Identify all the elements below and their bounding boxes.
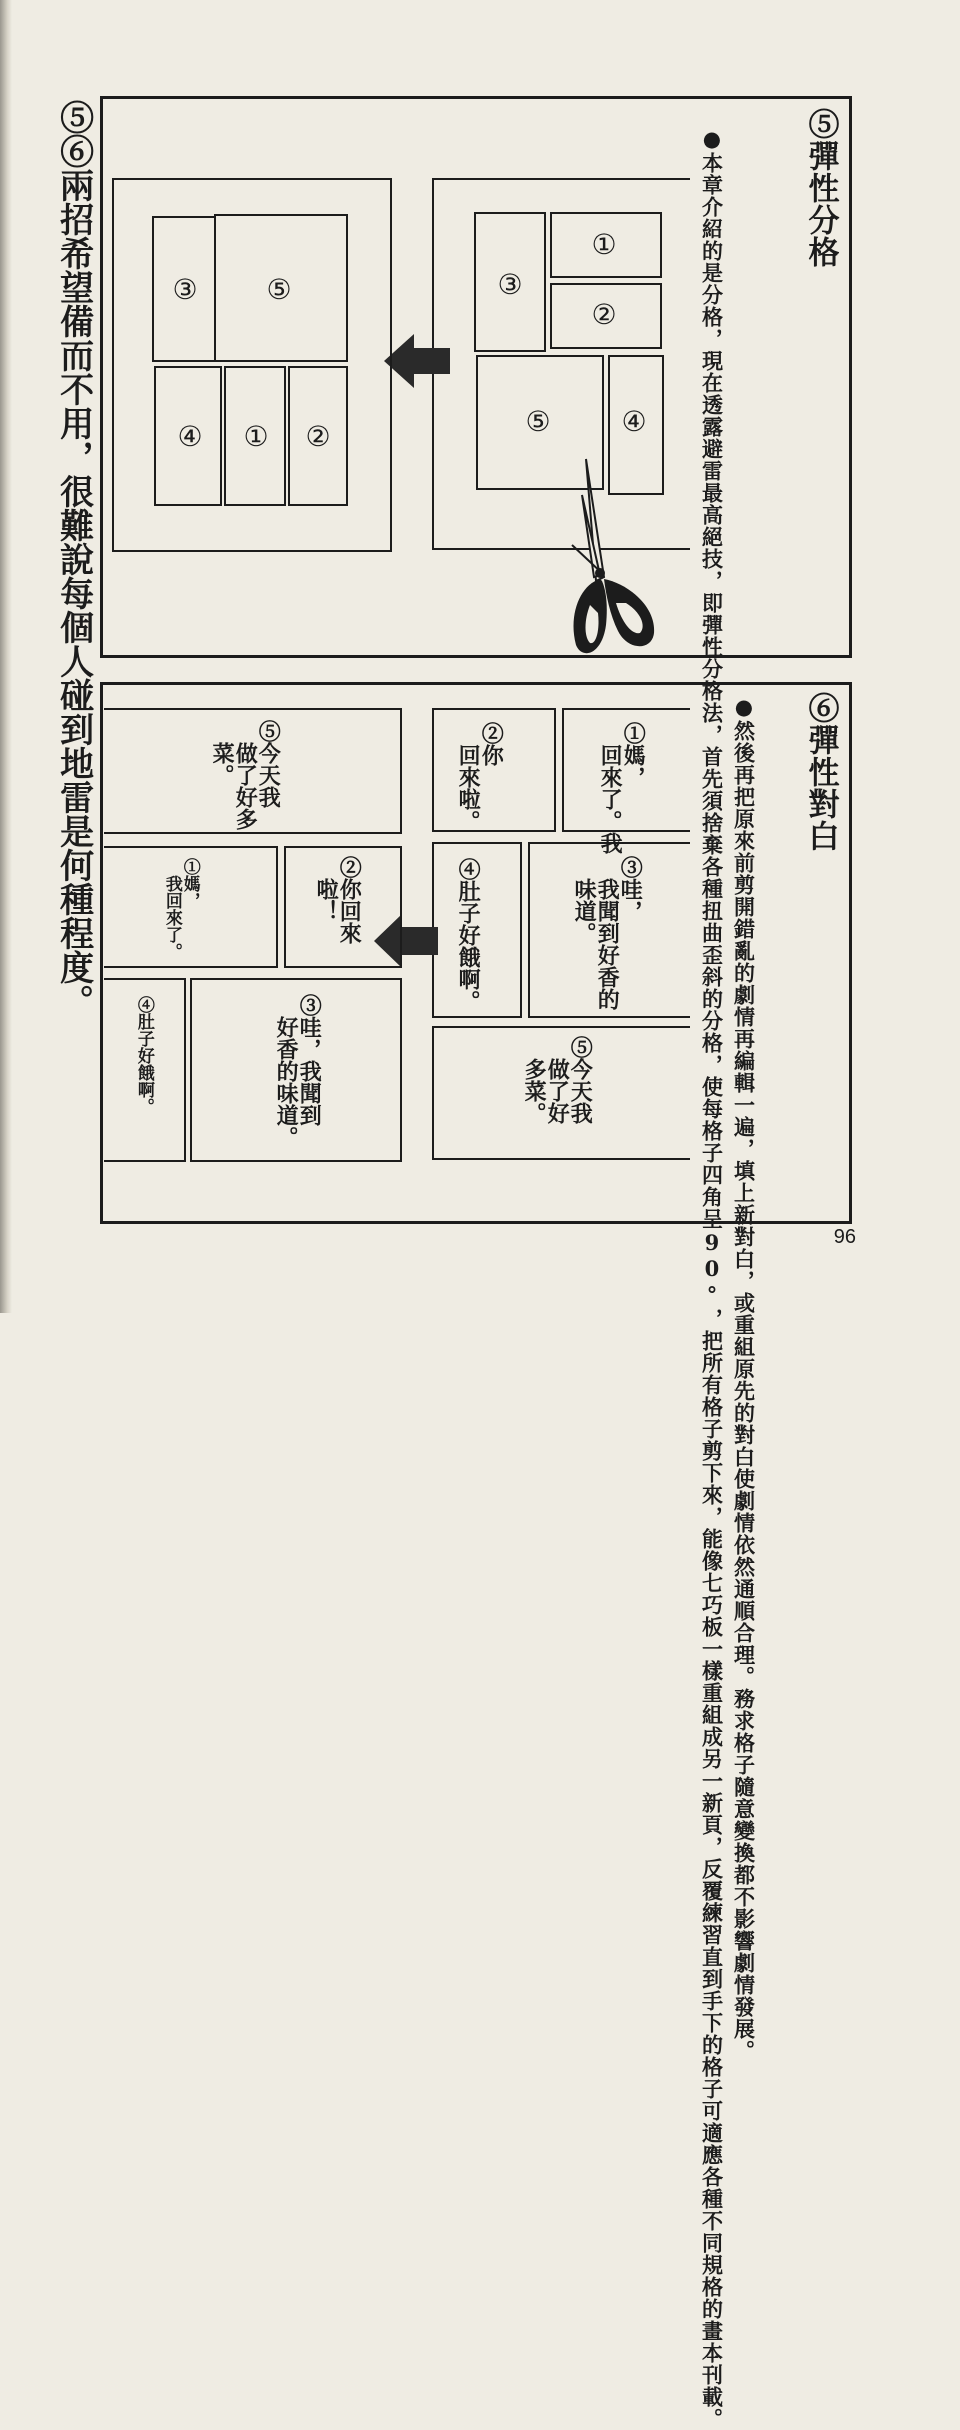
left-bubble-5: ⑤今天我 做了好多 菜。 [209,720,282,830]
right-label-3: ③ [497,268,523,301]
section-6-body: ●然後再把原來前剪開錯亂的劇情再編輯一遍，填上新對白，或重組原先的對白使劇情依然通順合理。務求格子隨意變換都不影響劇情發展。 [731,694,757,2062]
side-note: ⑤⑥兩招希望備而不用，很難說每個人碰到地雷是何種程度。 [53,100,94,1018]
scissors-icon [560,455,670,660]
section-5-body: ●本章介紹的是分格，現在透露避雷最高絕技，即彈性分格法，首先須捨棄各種扭曲歪斜的分格，使每格子四角呈90°，把所有格子剪下來，能像七巧板一樣重組成另一新頁，反覆練習直到手下的格子可適應各種不同規格的畫本刊載。 [699,126,725,2430]
book-page-edge [0,0,12,1313]
left-label-1: ① [243,420,269,453]
left-bubble-4: ④肚子好餓啊。 [133,996,154,1115]
arrow-left-icon [384,334,450,388]
right-bubble-4: ④肚子好餓啊。 [455,858,482,1012]
right-label-1: ① [591,228,617,261]
right-label-2: ② [591,298,617,331]
right-bubble-5: ⑤今天我 做了好 多菜。 [521,1036,594,1124]
left-label-5: ⑤ [266,273,292,306]
section-5-heading: ⑤彈性分格 [802,108,839,268]
left-bubble-1: ①媽， 我回來了。 [161,858,200,960]
left-label-3: ③ [172,273,198,306]
right-label-5: ⑤ [525,405,551,438]
right-label-4: ④ [621,405,647,438]
left-bubble-3: ③哇，我聞到 好香的味道。 [273,994,323,1148]
left-label-4: ④ [177,420,203,453]
left-label-2: ② [305,420,331,453]
section-6-heading: ⑥彈性對白 [802,692,839,852]
right-bubble-3: ③哇， 我聞到好香的 味道。 [571,856,644,1010]
right-bubble-2: ②你 回來啦。 [455,722,505,832]
right-bubble-1: ①媽， 回來了。我 [597,722,647,854]
left-bubble-2: ②你回來 啦！ [313,856,363,944]
page-number: 96 [833,1226,856,1248]
